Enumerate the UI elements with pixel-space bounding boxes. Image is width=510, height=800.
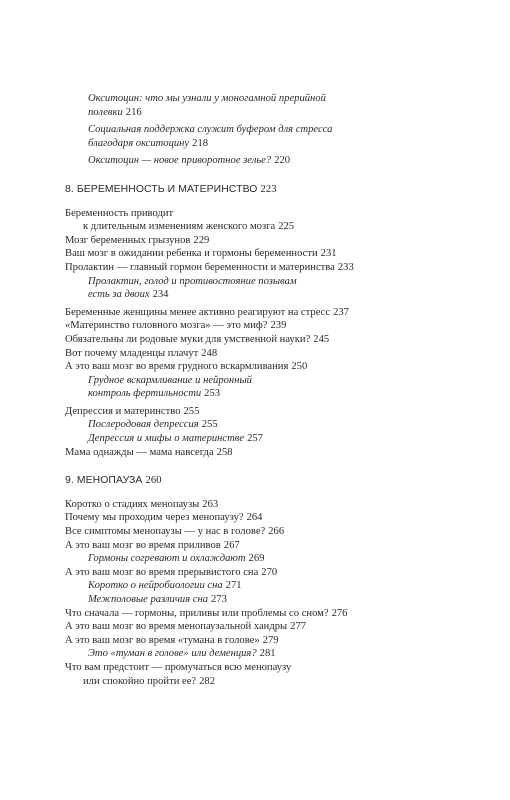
entry-title-line: Мама однажды — мама навсегда bbox=[65, 446, 214, 458]
entry-title-line: Все симптомы менопаузы — у нас в голове? bbox=[65, 526, 266, 538]
entry-title-line: А это ваш мозг во время «тумана в голове» bbox=[65, 634, 260, 646]
page-number: 233 bbox=[337, 261, 354, 273]
spacer bbox=[65, 197, 427, 207]
entry-title-row bbox=[65, 566, 427, 580]
page-number: 255 bbox=[183, 405, 200, 417]
toc-subentry bbox=[65, 154, 427, 168]
entry-title-line: А это ваш мозг во время менопаузальной хандры bbox=[65, 621, 288, 633]
page-number: 245 bbox=[313, 333, 330, 345]
entry-title-line: Коротко о стадиях менопаузы bbox=[65, 498, 200, 510]
entry-title-row bbox=[65, 620, 427, 634]
toc-subentry bbox=[65, 432, 427, 446]
page-number: 279 bbox=[262, 634, 279, 646]
entry-title-line: благодаря окситоцину bbox=[88, 137, 190, 149]
toc-entry bbox=[65, 360, 427, 374]
entry-title-line: 8. БЕРЕМЕННОСТЬ И МАТЕРИНСТВО bbox=[65, 183, 258, 195]
entry-title-row bbox=[65, 234, 427, 248]
entry-title-line: Окситоцин — новое приворотное зелье? bbox=[88, 155, 272, 167]
entry-title-line: «Материнство головного мозга» — это миф? bbox=[65, 320, 268, 332]
page-number: 266 bbox=[268, 526, 285, 538]
toc-entry bbox=[65, 347, 427, 361]
toc-entry bbox=[65, 498, 427, 512]
entry-title-row bbox=[65, 607, 427, 621]
page-number: 216 bbox=[125, 106, 142, 118]
page-number: 248 bbox=[201, 347, 218, 359]
entry-title-row bbox=[88, 647, 427, 661]
entry-title-line: А это ваш мозг во время грудного вскармливания bbox=[65, 361, 289, 373]
toc-entry bbox=[65, 405, 427, 419]
entry-title-line: есть за двоих bbox=[88, 289, 150, 301]
entry-title-row bbox=[65, 183, 427, 197]
entry-title-row bbox=[65, 405, 427, 419]
page-number: 220 bbox=[274, 155, 291, 167]
page-number: 239 bbox=[270, 320, 287, 332]
entry-title-line: Что вам предстоит — промучаться всю менопаузу bbox=[65, 661, 292, 673]
entry-title-line: или спокойно пройти ее? bbox=[83, 675, 197, 687]
toc-entry bbox=[65, 566, 427, 580]
toc-entry bbox=[65, 247, 427, 261]
page-number: 253 bbox=[204, 388, 221, 400]
entry-title-row bbox=[65, 333, 427, 347]
entry-title-row bbox=[65, 247, 427, 261]
entry-title-row bbox=[65, 261, 427, 275]
entry-title-line: Послеродовая депрессия bbox=[88, 419, 199, 431]
entry-title-line: контроль фертильности bbox=[88, 388, 202, 400]
page-number: 273 bbox=[211, 594, 227, 605]
page-number: 234 bbox=[152, 289, 169, 301]
chapter-heading bbox=[65, 183, 427, 197]
toc-entry bbox=[65, 207, 427, 234]
toc-subentry bbox=[65, 647, 427, 661]
toc-entry bbox=[65, 446, 427, 460]
entry-title-row bbox=[65, 498, 427, 512]
entry-title-line: А это ваш мозг во время прерывистого сна bbox=[65, 566, 259, 578]
entry-title-row bbox=[88, 154, 427, 168]
entry-title-row bbox=[88, 418, 427, 432]
entry-title-row bbox=[65, 220, 427, 234]
entry-title-line: Межполовые различия сна bbox=[88, 594, 209, 605]
toc-subentry bbox=[65, 552, 427, 566]
entry-title-row bbox=[88, 387, 427, 401]
page-number: 263 bbox=[202, 498, 219, 510]
toc-subentry bbox=[65, 275, 427, 302]
page-number: 271 bbox=[225, 580, 242, 592]
page-number: 270 bbox=[261, 566, 278, 578]
toc-entry bbox=[65, 333, 427, 347]
entry-title-row bbox=[88, 288, 427, 302]
page-number: 218 bbox=[192, 137, 209, 149]
entry-title-line: Ваш мозг в ожидании ребенка и гормоны беременности bbox=[65, 248, 318, 260]
toc-entry bbox=[65, 607, 427, 621]
entry-title-row bbox=[65, 306, 427, 320]
entry-title-line: Беременные женщины менее активно реагируют на стресс bbox=[65, 306, 331, 318]
entry-title-row bbox=[65, 675, 427, 689]
entry-title-row bbox=[65, 446, 427, 460]
toc-entry bbox=[65, 319, 427, 333]
entry-title-line: Что сначала — гормоны, приливы или проблемы со сном? bbox=[65, 607, 329, 619]
entry-title-line: Мозг беременных грызунов bbox=[65, 234, 191, 246]
entry-title-line: Депрессия и материнство bbox=[65, 405, 181, 417]
toc-entry bbox=[65, 634, 427, 648]
entry-title-row bbox=[88, 579, 427, 593]
toc-entry bbox=[65, 306, 427, 320]
page-number: 258 bbox=[216, 446, 233, 458]
toc-subentry bbox=[65, 123, 427, 150]
page-number: 237 bbox=[333, 306, 349, 318]
toc-entry bbox=[65, 261, 427, 275]
entry-title-line: полевки bbox=[88, 106, 123, 118]
chapter-heading bbox=[65, 474, 427, 488]
page-number: 260 bbox=[145, 475, 162, 487]
entry-title-line: 9. МЕНОПАУЗА bbox=[65, 475, 143, 487]
entry-title-row bbox=[88, 106, 427, 120]
spacer bbox=[65, 459, 427, 474]
page-number: 277 bbox=[290, 621, 307, 633]
entry-title-line: Вот почему младенцы плачут bbox=[65, 347, 199, 359]
entry-title-line: к длительным изменениям женского мозга bbox=[83, 221, 276, 233]
toc-subentry bbox=[65, 374, 427, 401]
page-number: 225 bbox=[278, 221, 295, 233]
page-number: 257 bbox=[247, 433, 263, 445]
toc-entry bbox=[65, 511, 427, 525]
entry-title-row bbox=[88, 137, 427, 151]
entry-title-line: Социальная поддержка служит буфером для стресса bbox=[88, 124, 333, 136]
entry-title-line: А это ваш мозг во время приливов bbox=[65, 539, 221, 551]
table-of-contents bbox=[65, 92, 427, 688]
toc-entry bbox=[65, 620, 427, 634]
page-number: 281 bbox=[259, 648, 276, 660]
entry-title-line: Окситоцин: что мы узнали у моногамной прерийной bbox=[88, 93, 326, 104]
toc-entry bbox=[65, 525, 427, 539]
entry-title-line: Грудное вскармливание и нейронный bbox=[88, 374, 252, 386]
toc-entry bbox=[65, 661, 427, 688]
entry-title-row bbox=[65, 347, 427, 361]
entry-title-line: Пролактин, голод и противостояние позывам bbox=[88, 275, 297, 287]
entry-title-row bbox=[88, 552, 427, 566]
entry-title-line: Коротко о нейробиологии сна bbox=[88, 580, 223, 592]
entry-title-line: Это «туман в голове» или деменция? bbox=[88, 648, 257, 660]
entry-title-row bbox=[88, 432, 427, 446]
toc-entry bbox=[65, 539, 427, 553]
entry-title-row bbox=[65, 539, 427, 553]
page-number: 250 bbox=[291, 361, 308, 373]
page-number: 276 bbox=[331, 607, 348, 619]
entry-title-line: Депрессия и мифы о материнстве bbox=[88, 433, 245, 445]
page-number: 255 bbox=[201, 419, 218, 431]
entry-title-row bbox=[65, 360, 427, 374]
entry-title-row bbox=[65, 634, 427, 648]
toc-subentry bbox=[65, 418, 427, 432]
entry-title-line: Гормоны согревают и охлаждают bbox=[88, 553, 246, 565]
entry-title-row bbox=[65, 511, 427, 525]
page-number: 223 bbox=[260, 183, 277, 195]
entry-title-row bbox=[65, 474, 427, 488]
page-number: 267 bbox=[223, 539, 240, 551]
toc-entry bbox=[65, 234, 427, 248]
page-number: 269 bbox=[248, 553, 265, 565]
spacer bbox=[65, 168, 427, 183]
page-number: 282 bbox=[199, 675, 216, 687]
entry-title-line: Беременность приводит bbox=[65, 207, 174, 219]
entry-title-row bbox=[65, 525, 427, 539]
entry-title-line: Обязательны ли родовые муки для умственной науки? bbox=[65, 333, 311, 345]
spacer bbox=[65, 488, 427, 498]
entry-title-row bbox=[65, 319, 427, 333]
toc-subentry bbox=[65, 92, 427, 119]
page-number: 229 bbox=[193, 234, 210, 246]
page-number: 264 bbox=[246, 512, 263, 524]
entry-title-line: Почему мы проходим через менопаузу? bbox=[65, 512, 244, 524]
toc-subentry bbox=[65, 593, 427, 607]
page-number: 231 bbox=[320, 248, 337, 260]
entry-title-line: Пролактин — главный гормон беременности и материнства bbox=[65, 261, 335, 273]
entry-title-row bbox=[88, 593, 427, 607]
toc-subentry bbox=[65, 579, 427, 593]
